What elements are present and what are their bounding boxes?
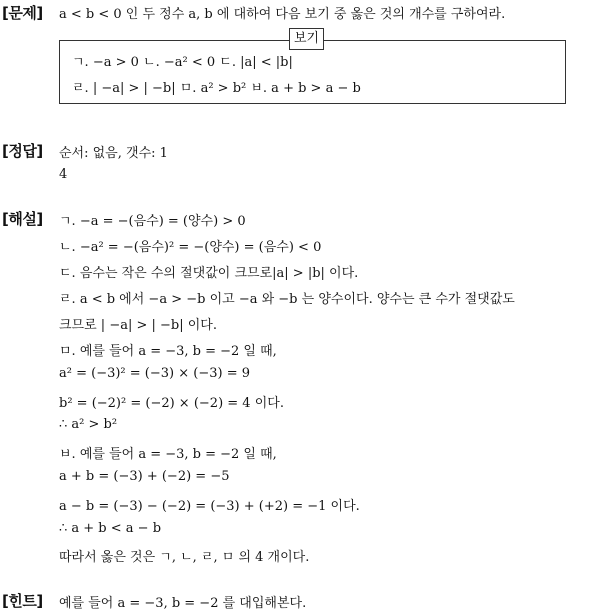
answer-tag: [정답] bbox=[2, 142, 43, 160]
explanation-line: 따라서 옳은 것은 ㄱ, ㄴ, ㄹ, ㅁ 의 4 개이다. bbox=[59, 550, 310, 565]
explanation-line: ∴ a² > b² bbox=[59, 417, 118, 432]
explanation-line: ∴ a + b < a − b bbox=[59, 521, 162, 536]
hint-tag: [힌트] bbox=[2, 592, 43, 610]
hint-text: 예를 들어 a = −3, b = −2 를 대입해본다. bbox=[59, 596, 307, 611]
example-line-1: ㄱ. −a > 0 ㄴ. −a² < 0 ㄷ. |a| < |b| bbox=[72, 55, 293, 70]
explanation-line: ㄹ. a < b 에서 −a > −b 이고 −a 와 −b 는 양수이다. 양수는 큰 수가 절댓값도 bbox=[59, 292, 515, 307]
explanation-line: ㄱ. −a = −(음수) = (양수) > 0 bbox=[59, 214, 246, 229]
explanation-line: ㅁ. 예를 들어 a = −3, b = −2 일 때, bbox=[59, 344, 277, 359]
explanation-line: a + b = (−3) + (−2) = −5 bbox=[59, 469, 230, 484]
example-line-2: ㄹ. | −a| > | −b| ㅁ. a² > b² ㅂ. a + b > a − b bbox=[72, 81, 361, 96]
explanation-line: a² = (−3)² = (−3) × (−3) = 9 bbox=[59, 366, 250, 381]
example-box-title: 보기 bbox=[289, 28, 324, 50]
answer-line-2: 4 bbox=[59, 167, 68, 182]
explanation-line: ㅂ. 예를 들어 a = −3, b = −2 일 때, bbox=[59, 447, 277, 462]
problem-tag: [문제] bbox=[2, 4, 43, 22]
explanation-line: a − b = (−3) − (−2) = (−3) + (+2) = −1 이다. bbox=[59, 499, 360, 514]
explanation-line: b² = (−2)² = (−2) × (−2) = 4 이다. bbox=[59, 396, 284, 411]
explanation-line: ㄷ. 음수는 작은 수의 절댓값이 크므로|a| > |b| 이다. bbox=[59, 266, 359, 281]
answer-line-1: 순서: 없음, 갯수: 1 bbox=[59, 146, 168, 161]
explanation-line: 크므로 | −a| > | −b| 이다. bbox=[59, 318, 217, 333]
explanation-line: ㄴ. −a² = −(음수)² = −(양수) = (음수) < 0 bbox=[59, 240, 322, 255]
explanation-tag: [해설] bbox=[2, 210, 43, 228]
problem-text: a < b < 0 인 두 정수 a, b 에 대하여 다음 보기 중 옳은 것의 개수를 구하여라. bbox=[59, 7, 506, 22]
